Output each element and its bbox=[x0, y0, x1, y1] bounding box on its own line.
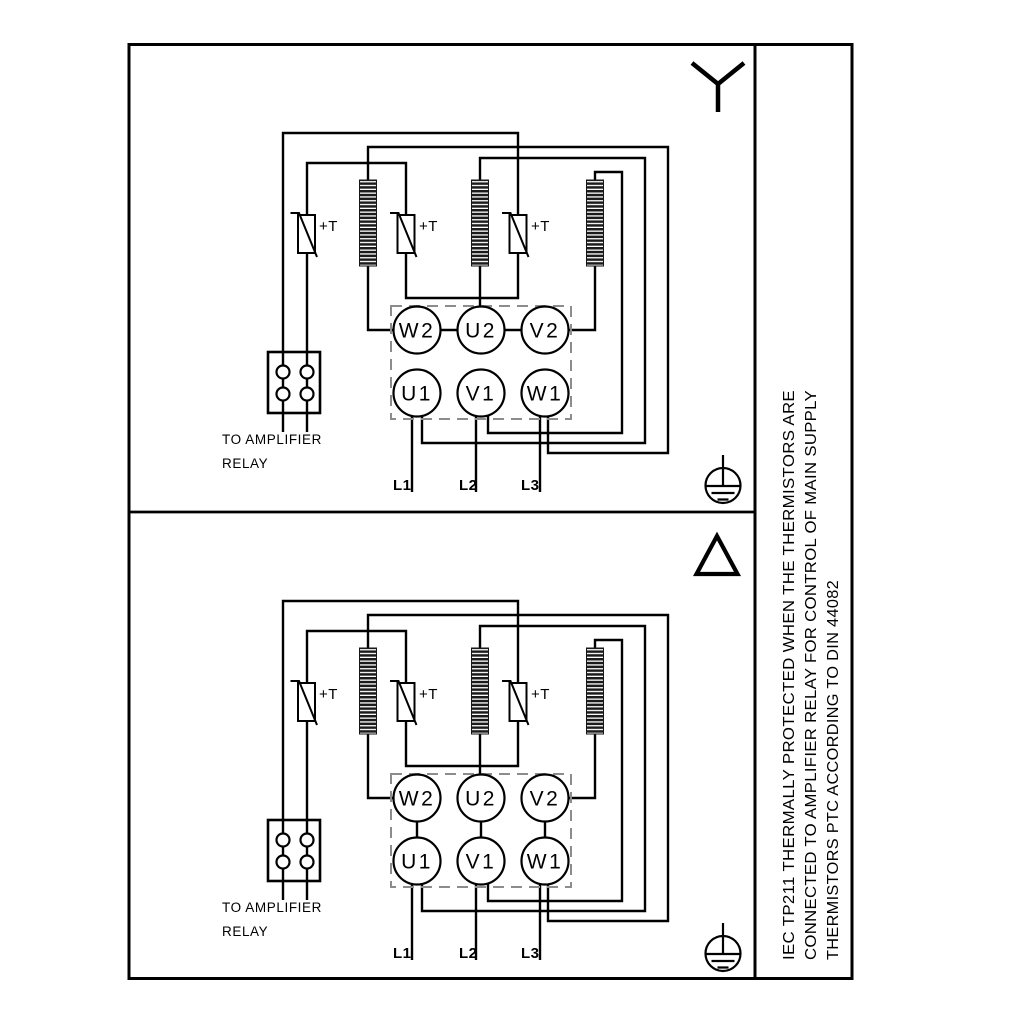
terminal-label-u2: U2 bbox=[465, 787, 497, 811]
thermistor-label-3: +T bbox=[531, 686, 550, 703]
panel-delta bbox=[222, 536, 741, 971]
side-note-line-3: THERMISTORS PTC ACCORDING TO DIN 44082 bbox=[825, 598, 842, 960]
terminal-label-u2: U2 bbox=[465, 319, 497, 343]
relay-note-line-1: TO AMPLIFIER bbox=[222, 432, 322, 447]
terminal-label-w1: W1 bbox=[526, 382, 564, 406]
terminal-label-v2: V2 bbox=[529, 319, 561, 343]
delta-bridge-links bbox=[417, 822, 545, 838]
supply-label-l3: L3 bbox=[521, 945, 540, 962]
terminal-label-w1: W1 bbox=[526, 850, 564, 874]
supply-label-l2: L2 bbox=[459, 477, 478, 494]
terminal-label-u1: U1 bbox=[401, 850, 433, 874]
terminal-label-w2: W2 bbox=[398, 787, 436, 811]
side-note-line-1: IEC TP211 THERMALLY PROTECTED WHEN THE THERMISTORS ARE bbox=[781, 435, 798, 960]
supply-label-l1: L1 bbox=[393, 477, 412, 494]
panel-star bbox=[222, 63, 744, 503]
supply-label-l1: L1 bbox=[393, 945, 412, 962]
terminal-label-v1: V1 bbox=[465, 382, 497, 406]
relay-note-line-1: TO AMPLIFIER bbox=[222, 900, 322, 915]
circuit-star bbox=[268, 133, 741, 503]
delta-connection-icon bbox=[697, 536, 738, 574]
relay-note-line-2: RELAY bbox=[222, 456, 269, 471]
thermistor-label-1: +T bbox=[319, 218, 338, 235]
side-note-line-2: CONNECTED TO AMPLIFIER RELAY FOR CONTROL OF MAIN SUPPLY bbox=[803, 431, 820, 960]
supply-label-l3: L3 bbox=[521, 477, 540, 494]
thermistor-label-2: +T bbox=[419, 218, 438, 235]
thermistor-label-3: +T bbox=[531, 218, 550, 235]
thermistor-label-2: +T bbox=[419, 686, 438, 703]
relay-note-line-2: RELAY bbox=[222, 924, 269, 939]
star-connection-icon bbox=[692, 63, 744, 112]
terminal-label-u1: U1 bbox=[401, 382, 433, 406]
circuit-delta bbox=[268, 601, 741, 971]
thermistor-label-1: +T bbox=[319, 686, 338, 703]
supply-label-l2: L2 bbox=[459, 945, 478, 962]
terminal-label-w2: W2 bbox=[398, 319, 436, 343]
side-note-column bbox=[781, 390, 842, 960]
terminal-label-v1: V1 bbox=[465, 850, 497, 874]
terminal-label-v2: V2 bbox=[529, 787, 561, 811]
